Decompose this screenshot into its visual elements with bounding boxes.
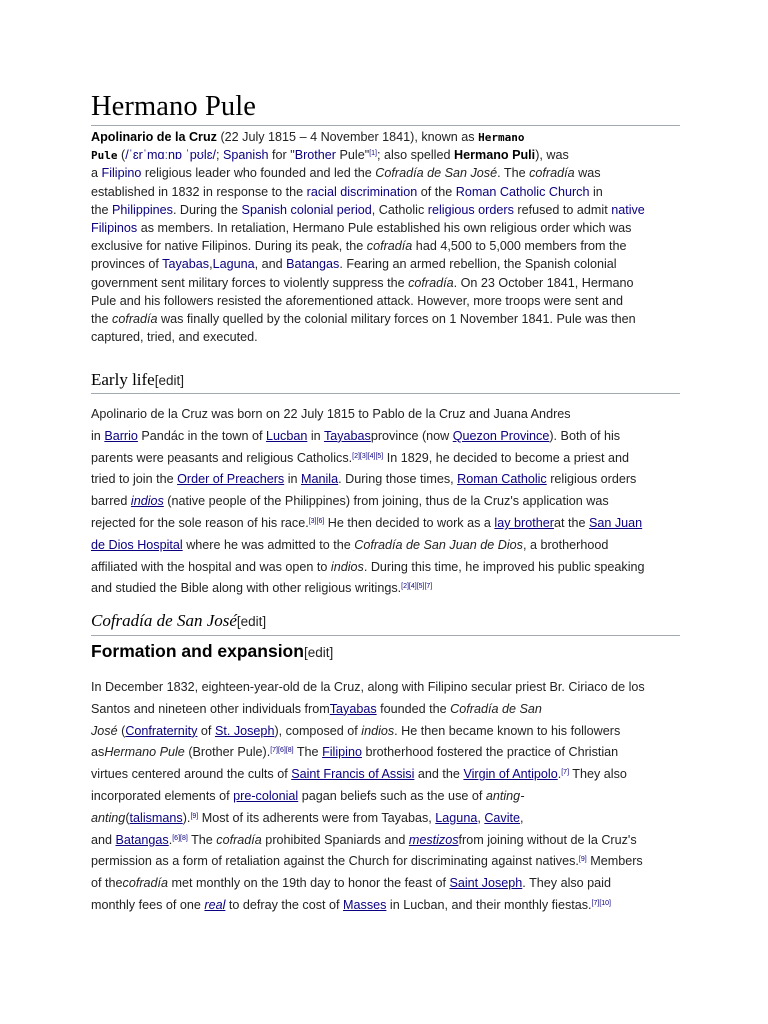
text-run: in — [284, 472, 302, 487]
text-run: . On 23 October 1841, Hermano — [453, 275, 634, 290]
text-line — [91, 164, 680, 182]
text-run: captured, tried, and executed. — [91, 330, 258, 345]
text-line — [91, 721, 680, 743]
text-line — [91, 448, 680, 470]
wiki-link[interactable]: pre-colonial — [233, 788, 299, 803]
text-run: monthly fees of one — [91, 897, 205, 912]
wiki-link[interactable]: Manila — [301, 472, 339, 487]
text-run: the — [91, 311, 113, 326]
text-run: parents were peasants and religious Catholics. — [91, 450, 353, 465]
wiki-link[interactable]: Spanish — [223, 148, 269, 163]
text-line — [91, 513, 680, 535]
text-run: founded the — [376, 701, 451, 716]
text-run: . They also paid — [522, 876, 611, 891]
text-line — [91, 764, 680, 786]
text-run: ( — [117, 723, 126, 738]
text-run: In December 1832, eighteen-year-old de la Cruz, along with Filipino secular priest Br. Ciriaco de los — [91, 680, 645, 694]
text-run: government sent military forces to violently suppress the — [91, 275, 409, 290]
text-run: barred — [91, 494, 131, 509]
text-run: prohibited Spaniards and — [261, 832, 409, 847]
text-run: in Lucban, and their monthly fiestas. — [386, 897, 592, 912]
text-run: exclusive for native Filipinos. During its peak, the — [91, 239, 367, 254]
formation-paragraph — [91, 677, 680, 917]
wiki-link[interactable]: real — [204, 897, 226, 912]
text-run: of — [197, 723, 215, 738]
text-run: virtues centered around the cults of — [91, 767, 292, 782]
text-line — [91, 183, 680, 201]
section-divider — [91, 635, 680, 636]
text-run: He then decided to work as a — [324, 515, 495, 530]
text-run: for " — [268, 148, 295, 163]
wiki-link[interactable]: Roman Catholic — [457, 472, 547, 487]
text-line — [91, 873, 680, 895]
wiki-link[interactable]: St. Joseph — [214, 723, 275, 738]
text-run: The — [187, 832, 217, 847]
text-line — [91, 557, 680, 579]
text-run: , — [520, 810, 524, 825]
text-run: and — [91, 832, 116, 847]
bold-text: Hermano Puli — [454, 148, 536, 163]
italic-text: indios — [361, 723, 395, 738]
text-run: , — [209, 257, 213, 272]
text-line — [91, 578, 680, 600]
text-run: in — [91, 428, 105, 443]
wiki-link[interactable]: Batangas — [115, 832, 169, 847]
text-run: . During this time, he improved his public speaking — [363, 559, 645, 574]
text-run: ), composed of — [274, 723, 362, 738]
text-run: from joining without de la Cruz's — [458, 832, 637, 847]
text-line — [91, 786, 680, 808]
text-run: Santos and nineteen other individuals from — [91, 701, 330, 716]
wiki-link[interactable]: Brother — [294, 148, 336, 163]
text-run: . He then became known to his followers — [394, 723, 621, 738]
section-title: Early life — [91, 370, 155, 389]
wiki-link[interactable]: Filipinos — [91, 220, 138, 235]
text-run: permission as a form of retaliation against the Church for discriminating against natives. — [91, 854, 579, 869]
text-run: In 1829, he decided to become a priest and — [383, 450, 630, 465]
title-divider — [91, 125, 680, 126]
text-run: refused to admit — [513, 202, 612, 217]
text-line — [91, 426, 680, 448]
wiki-link[interactable]: Roman Catholic Church — [455, 184, 590, 199]
italic-text: Cofradía de San Juan de Dios — [354, 537, 523, 552]
italic-text: Cofradía de San José — [375, 166, 498, 181]
text-run: the — [91, 202, 113, 217]
text-line — [91, 404, 680, 426]
text-run: ( — [117, 148, 126, 163]
edit-link[interactable]: [edit] — [236, 614, 267, 629]
text-run: where he was admitted to the — [182, 537, 355, 552]
text-run: religious orders — [546, 472, 637, 487]
text-run: . The — [497, 166, 530, 181]
section-divider — [91, 393, 680, 394]
text-run: tried to join the — [91, 472, 178, 487]
text-run: . — [168, 832, 173, 847]
text-run: province (now — [370, 428, 453, 443]
text-line — [91, 830, 680, 852]
citation-link[interactable]: [9] — [578, 856, 587, 864]
citation-link[interactable]: [7][6][8] — [270, 747, 294, 755]
text-run: pagan beliefs such as the use of — [298, 788, 486, 803]
wiki-link[interactable]: de Dios Hospital — [91, 537, 183, 552]
wiki-link[interactable]: San Juan — [588, 515, 643, 530]
text-run: Pule" — [336, 148, 370, 163]
bold-text: Apolinario de la Cruz — [91, 130, 217, 144]
text-line — [91, 491, 680, 513]
text-line — [91, 219, 680, 237]
text-run: . — [557, 767, 562, 782]
wiki-link[interactable]: lay brother — [494, 515, 554, 530]
text-line — [91, 469, 680, 491]
wiki-link[interactable]: religious orders — [427, 202, 514, 217]
text-run: ), was — [535, 148, 569, 163]
citation-link[interactable]: [1] — [369, 150, 377, 158]
italic-text: anting — [91, 810, 126, 825]
text-run: established in 1832 in response to the — [91, 184, 307, 199]
text-run: Members — [586, 854, 643, 869]
bold-text: Hermano — [478, 131, 525, 144]
text-line — [91, 128, 680, 146]
wiki-link[interactable]: talismans — [129, 810, 183, 825]
italic-text: cofradía — [366, 239, 413, 254]
wiki-link[interactable]: mestizos — [408, 832, 459, 847]
section-heading-cofradia — [91, 611, 266, 631]
wiki-link[interactable]: Spanish colonial period — [241, 202, 372, 217]
text-run: had 4,500 to 5,000 members from the — [412, 239, 627, 254]
subsection-heading-formation — [91, 641, 333, 662]
wiki-link[interactable]: Barrio — [104, 428, 138, 443]
text-run: incorporated elements of — [91, 788, 234, 803]
text-run: of the — [417, 184, 456, 199]
wiki-link[interactable]: Laguna — [435, 810, 478, 825]
early-life-paragraph — [91, 404, 680, 600]
wiki-link[interactable]: Philippines — [112, 202, 173, 217]
text-run: , — [477, 810, 485, 825]
citation-link[interactable]: [2][3][4][5] — [352, 452, 384, 460]
text-line — [91, 201, 680, 219]
text-line — [91, 535, 680, 557]
text-run: a — [91, 166, 102, 181]
wiki-link[interactable]: Virgin of Antipolo — [463, 767, 558, 782]
wiki-link[interactable]: Order of Preachers — [177, 472, 285, 487]
text-run: at the — [553, 515, 589, 530]
wiki-link[interactable]: Tayabas — [162, 257, 210, 272]
wiki-link[interactable]: Cavite — [484, 810, 521, 825]
text-run: provinces of — [91, 257, 163, 272]
text-line — [91, 677, 680, 699]
wiki-link[interactable]: Laguna — [212, 257, 255, 272]
text-run: Most of its adherents were from Tayabas, — [198, 810, 436, 825]
text-run: . During the — [172, 202, 242, 217]
wiki-link[interactable]: /ˈɛrˈmɑːnɒ ˈpʊlɛ/ — [125, 148, 216, 163]
text-run: in — [589, 184, 603, 199]
text-run: (Brother Pule). — [184, 745, 271, 760]
text-run: as members. In retaliation, Hermano Pule established his own religious order which was — [137, 220, 632, 235]
italic-text: cofradía — [408, 275, 454, 290]
text-line — [91, 274, 680, 292]
subsection-title: Formation and expansion — [91, 641, 304, 661]
text-run: as — [91, 745, 105, 760]
citation-link[interactable]: [9] — [190, 812, 199, 820]
italic-text: cofradía — [529, 166, 575, 181]
text-run: rejected for the sole reason of his race. — [91, 515, 309, 530]
text-run: of the — [91, 876, 123, 891]
text-run: , and — [254, 257, 287, 272]
wiki-link[interactable]: Quezon Province — [452, 428, 550, 443]
text-run: and the — [414, 767, 464, 782]
text-line — [91, 742, 680, 764]
text-run: Apolinario de la Cruz was born on 22 July 1815 to Pablo de la Cruz and Juana Andres — [91, 407, 571, 421]
text-line — [91, 310, 680, 328]
wiki-link[interactable]: Filipino — [322, 745, 362, 760]
text-run: ; — [216, 148, 223, 163]
citation-link[interactable]: [6][8] — [172, 834, 188, 842]
wiki-link[interactable]: Batangas — [286, 257, 340, 272]
wiki-link[interactable]: Filipino — [101, 166, 142, 181]
wiki-link[interactable]: Tayabas — [323, 428, 371, 443]
text-line — [91, 255, 680, 273]
text-run: ). Both of his — [549, 428, 621, 443]
wiki-link[interactable]: indios — [130, 494, 164, 509]
text-run: Pandác in the town of — [137, 428, 267, 443]
text-run: ( — [125, 810, 130, 825]
text-run: met monthly on the 19th day to honor the feast of — [168, 876, 450, 891]
text-run: in — [307, 428, 324, 443]
italic-text: José — [91, 723, 118, 738]
text-line — [91, 328, 680, 346]
wiki-link[interactable]: Confraternity — [125, 723, 198, 738]
text-run: affiliated with the hospital and was open to — [91, 559, 331, 574]
text-run: and studied the Bible along with other religious writings. — [91, 581, 402, 596]
text-run: was — [574, 166, 601, 181]
italic-text: Hermano Pule — [104, 745, 185, 760]
section-heading-early-life — [91, 370, 184, 390]
text-run: They also — [569, 767, 627, 782]
citation-link[interactable]: [7] — [561, 769, 570, 777]
text-run: . Fearing an armed rebellion, the Spanish colonial — [339, 257, 617, 272]
wiki-link[interactable]: Masses — [343, 897, 387, 912]
text-run: The — [293, 745, 323, 760]
citation-link[interactable]: [3][6] — [308, 517, 325, 525]
edit-link[interactable]: [edit] — [303, 645, 334, 660]
wiki-link[interactable]: Saint Joseph — [449, 876, 523, 891]
text-run: (22 July 1815 – 4 November 1841), known as — [216, 130, 479, 144]
wiki-link[interactable]: native — [611, 202, 645, 217]
italic-text: Cofradía de San — [450, 701, 542, 716]
text-run: (native people of the Philippines) from joining, thus de la Cruz's application was — [163, 494, 609, 509]
text-run: Pule and his followers resisted the aforementioned attack. However, more troops were sent and — [91, 293, 624, 308]
bold-text: Pule — [91, 149, 118, 163]
text-line — [91, 292, 680, 310]
lead-paragraph — [91, 128, 680, 346]
text-run: , Catholic — [371, 202, 428, 217]
italic-text: indios — [330, 559, 364, 574]
italic-text: anting- — [485, 788, 525, 803]
wiki-link[interactable]: racial discrimination — [306, 184, 418, 199]
edit-link[interactable]: [edit] — [154, 373, 184, 388]
text-line — [91, 895, 680, 917]
text-line — [91, 851, 680, 873]
text-line — [91, 699, 680, 721]
text-run: . During those times, — [338, 472, 458, 487]
section-title: Cofradía de San José — [91, 611, 237, 630]
text-line — [91, 808, 680, 830]
wiki-link[interactable]: Lucban — [266, 428, 308, 443]
text-run: brotherhood fostered the practice of Christian — [361, 745, 619, 760]
italic-text: cofradía — [112, 311, 158, 326]
italic-text: cofradía — [122, 876, 169, 891]
wiki-link[interactable]: Tayabas — [329, 701, 377, 716]
text-run: to defray the cost of — [225, 897, 344, 912]
citation-link[interactable]: [7][10] — [591, 899, 612, 907]
wiki-link[interactable]: Saint Francis of Assisi — [291, 767, 415, 782]
text-run: ). — [182, 810, 191, 825]
text-run: religious leader who founded and led the — [141, 166, 376, 181]
text-line — [91, 237, 680, 255]
text-line — [91, 146, 680, 164]
text-run: , a brotherhood — [522, 537, 609, 552]
text-run: ; also spelled — [376, 148, 454, 163]
page-title: Hermano Pule — [91, 91, 257, 122]
text-run: was finally quelled by the colonial military forces on 1 November 1841. Pule was then — [157, 311, 636, 326]
citation-link[interactable]: [2][4][5][7] — [401, 583, 433, 591]
italic-text: cofradía — [216, 832, 262, 847]
